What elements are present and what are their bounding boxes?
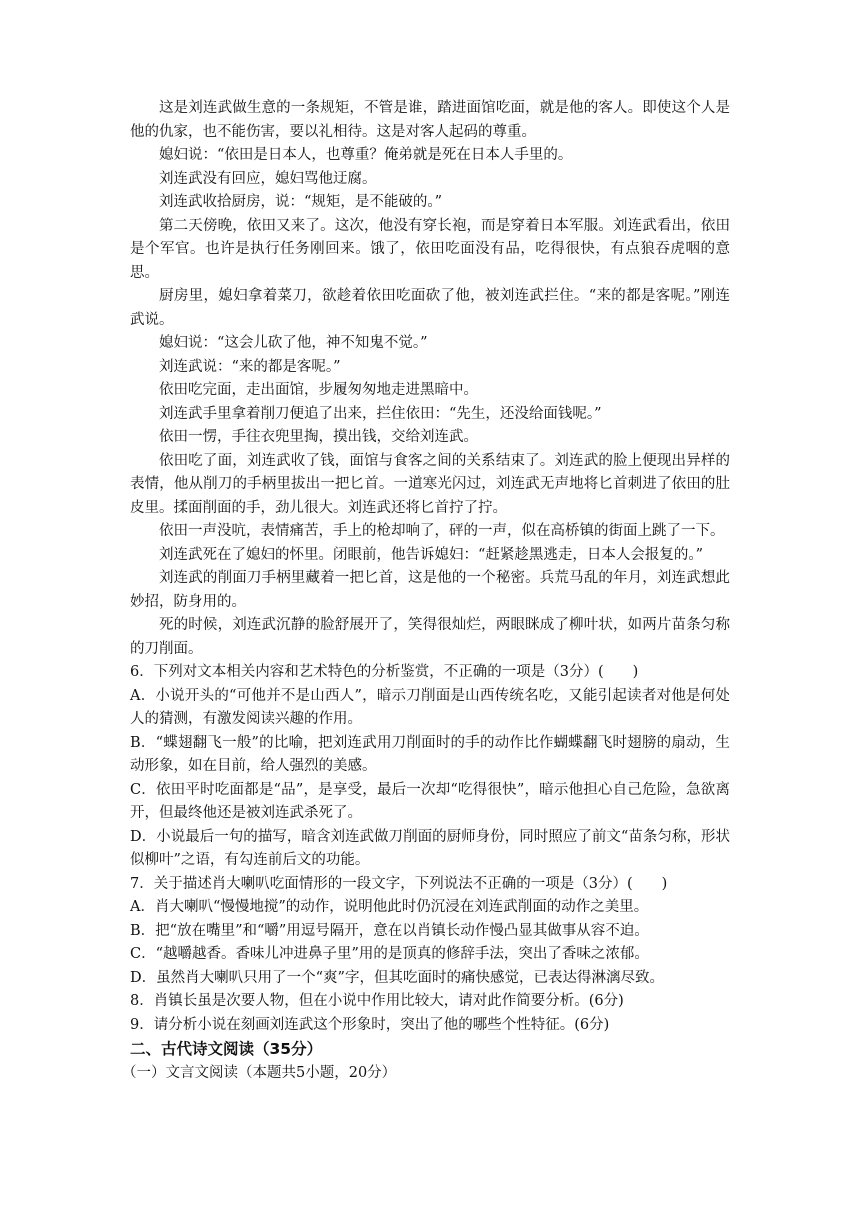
story-paragraph: 依田吃了面，刘连武收了钱，面馆与食客之间的关系结束了。刘连武的脸上便现出异样的表情，他从削刀的手柄里拔出一把匕首。一道寒光闪过，刘连武无声地将匕首刺进了依田的肚皮里。揉面削面的手，劲儿很大。刘连武还将匕首拧了拧。	[130, 452, 730, 516]
section-heading: 二、古代诗文阅读（35分）	[130, 1040, 323, 1058]
questions	[130, 661, 730, 1037]
story-paragraph: 刘连武手里拿着削刀便追了出来，拦住依田：“先生，还没给面钱呢。”	[159, 405, 602, 422]
story-paragraph: 刘连武死在了媳妇的怀里。闭眼前，他告诉媳妇：“赶紧趁黑逃走，日本人会报复的。”	[159, 546, 704, 563]
question-7-option-d: D．虽然肖大喇叭只用了一个“爽”字，但其吃面时的痛快感觉，已表达得淋漓尽致。	[130, 969, 664, 986]
story-paragraph: 依田一愣，手往衣兜里掏，摸出钱，交给刘连武。	[159, 429, 478, 445]
story-paragraph: 第二天傍晚，依田又来了。这次，他没有穿长袍，而是穿着日本军服。刘连武看出，依田是个军官。也许是执行任务刚回来。饿了，依田吃面没有品，吃得很快，有点狼吞虎咽的意思。	[130, 217, 730, 281]
story-paragraph: 刘连武的削面刀手柄里藏着一把匕首，这是他的一个秘密。兵荒马乱的年月，刘连武想此妙招，防身用的。	[130, 570, 730, 610]
document-page	[122, 97, 730, 1086]
question-7-option-a: A．肖大喇叭“慢慢地搅”的动作，说明他此时仍沉浸在刘连武削面的动作之美里。	[130, 899, 649, 915]
question-7: 7．关于描述肖大喇叭吃面情形的一段文字，下列说法不正确的一项是（3分）( )	[130, 875, 668, 892]
question-6: 6．下列对文本相关内容和艺术特色的分析鉴赏，不正确的一项是（3分）( )	[130, 664, 639, 680]
question-6-option-a: A．小说开头的“可他并不是山西人”，暗示刀削面是山西传统名吃，又能引起读者对他是何处人的猜测，有激发阅读兴趣的作用。	[130, 687, 730, 727]
story-paragraph: 媳妇说：“这会儿砍了他，神不知鬼不觉。”	[159, 335, 428, 351]
story-text	[130, 97, 730, 661]
story-paragraph: 厨房里，媳妇拿着菜刀，欲趁着依田吃面砍了他，被刘连武拦住。“来的都是客呢。”刚连武说。	[130, 288, 730, 328]
story-paragraph: 死的时候，刘连武沉静的脸舒展开了，笑得很灿烂，两眼眯成了柳叶状，如两片苗条匀称的刀削面。	[130, 617, 730, 657]
question-6-option-c: C．依田平时吃面都是“品”，是享受，最后一次却“吃得很快”，暗示他担心自己危险，急欲离开，但最终他还是被刘连武杀死了。	[130, 781, 730, 821]
question-7-option-c: C．“越嚼越香。香味儿冲进鼻子里”用的是顶真的修辞手法，突出了香味之浓郁。	[130, 946, 649, 962]
story-paragraph: 这是刘连武做生意的一条规矩，不管是谁，踏进面馆吃面，就是他的客人。即使这个人是他的仇家，也不能伤害，要以礼相待。这是对客人起码的尊重。	[130, 100, 730, 140]
story-paragraph: 刘连武说：“来的都是客呢。”	[159, 358, 341, 375]
story-paragraph: 媳妇说：“依田是日本人，也尊重？俺弟就是死在日本人手里的。	[159, 147, 573, 163]
question-6-option-d: D．小说最后一句的描写，暗含刘连武做刀削面的厨师身份，同时照应了前文“苗条匀称，形状似柳叶”之语，有勾连前后文的功能。	[130, 828, 730, 868]
story-paragraph: 刘连武没有回应，媳妇骂他迂腐。	[159, 170, 377, 187]
question-8: 8．肖镇长虽是次要人物，但在小说中作用比较大，请对此作简要分析。(6分)	[130, 993, 624, 1009]
story-paragraph: 刘连武收拾厨房，说：“规矩，是不能破的。”	[159, 194, 443, 210]
subsection-heading: （一）文言文阅读（本题共5小题，20分）	[122, 1065, 397, 1081]
question-9: 9．请分析小说在刻画刘连武这个形象时，突出了他的哪些个性特征。(6分)	[130, 1016, 610, 1033]
question-7-option-b: B．把“放在嘴里”和“嚼”用逗号隔开，意在以肖镇长动作慢凸显其做事从容不迫。	[130, 922, 649, 939]
story-paragraph: 依田一声没吭，表情痛苦，手上的枪却响了，砰的一声，似在高桥镇的街面上跳了一下。	[159, 523, 725, 539]
story-paragraph: 依田吃完面，走出面馆，步履匆匆地走进黑暗中。	[159, 382, 478, 398]
question-6-option-b: B．“蝶翅翻飞一般”的比喻，把刘连武用刀削面时的手的动作比作蝴蝶翻飞时翅膀的扇动，生动形象，如在目前，给人强烈的美感。	[130, 734, 730, 774]
